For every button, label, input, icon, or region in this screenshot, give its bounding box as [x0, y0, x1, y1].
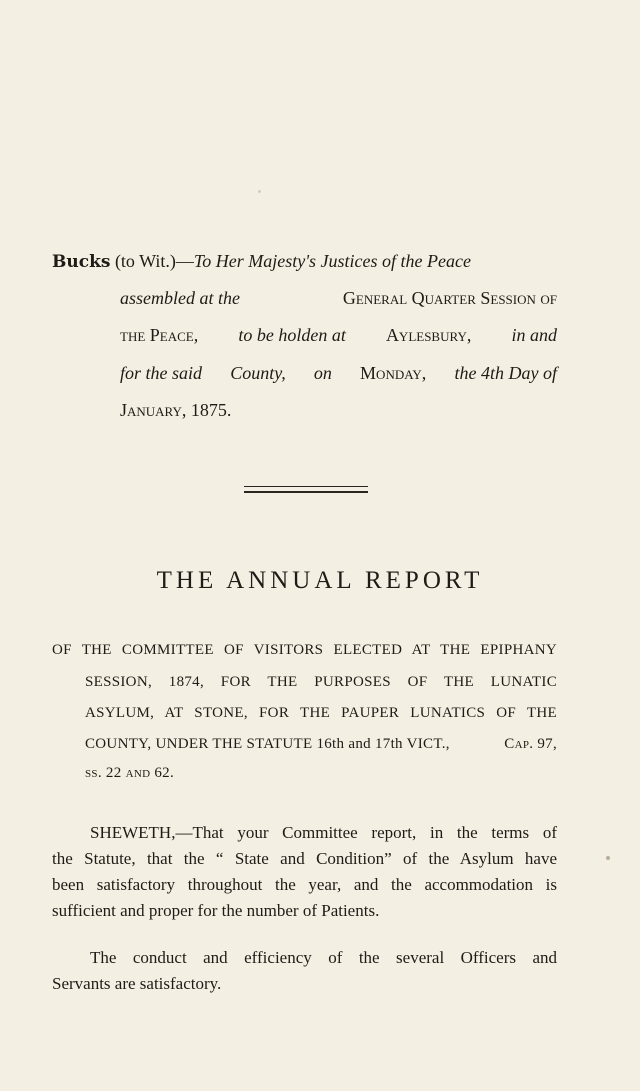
address-line-5: [120, 399, 231, 421]
subtitle-line-1: OF THE COMMITTEE OF VISITORS ELECTED AT THE EPIPHANY: [52, 642, 557, 658]
place-name: Aylesbury,: [385, 325, 472, 345]
dash: —: [175, 251, 194, 271]
subtitle-line-3: ASYLUM, AT STONE, FOR THE PAUPER LUNATICS OF THE: [85, 705, 557, 721]
address-line-2: assembled at the General Quarter Session of: [120, 288, 557, 308]
county-name: Bucks: [52, 252, 111, 272]
page-title: THE ANNUAL REPORT: [156, 567, 484, 594]
address-line-3: the Peace, to be holden at Aylesbury, in and: [120, 325, 557, 345]
paragraph-1-line-3: been satisfactory throughout the year, and the accommodation is: [52, 875, 557, 894]
address-line-1: [52, 250, 557, 273]
address-salutation: To Her Majesty's Justices of the Peace: [193, 251, 471, 271]
subtitle-line-5: ss. 22 and 62.: [85, 765, 175, 781]
to-wit: (to Wit.): [114, 251, 176, 271]
address-line-4: for the said County, on Monday, the 4th Day of: [120, 363, 557, 383]
paragraph-1-line-2: the Statute, that the “ State and Condition” of the Asylum have: [52, 849, 557, 868]
paragraph-1-line-1: SHEWETH,—That your Committee report, in the terms of: [90, 823, 557, 842]
day-name: Monday,: [360, 363, 427, 383]
paragraph-2-line-1: The conduct and efficiency of the several Officers and: [90, 948, 557, 967]
divider-rule: [244, 486, 368, 493]
paragraph-2-line-2: Servants are satisfactory.: [52, 974, 222, 993]
session-name: General Quarter Session of: [342, 288, 557, 308]
paper-speck: [606, 856, 610, 860]
subtitle-line-2: SESSION, 1874, FOR THE PURPOSES OF THE LUNATIC: [85, 674, 557, 690]
paragraph-1-line-4: sufficient and proper for the number of Patients.: [52, 901, 380, 920]
paper-speck: [258, 190, 261, 193]
subtitle-line-4: COUNTY, UNDER THE STATUTE 16th and 17th VICT., Cap. 97,: [85, 736, 557, 752]
year: 1875.: [190, 400, 232, 420]
month-name: January,: [120, 400, 187, 420]
